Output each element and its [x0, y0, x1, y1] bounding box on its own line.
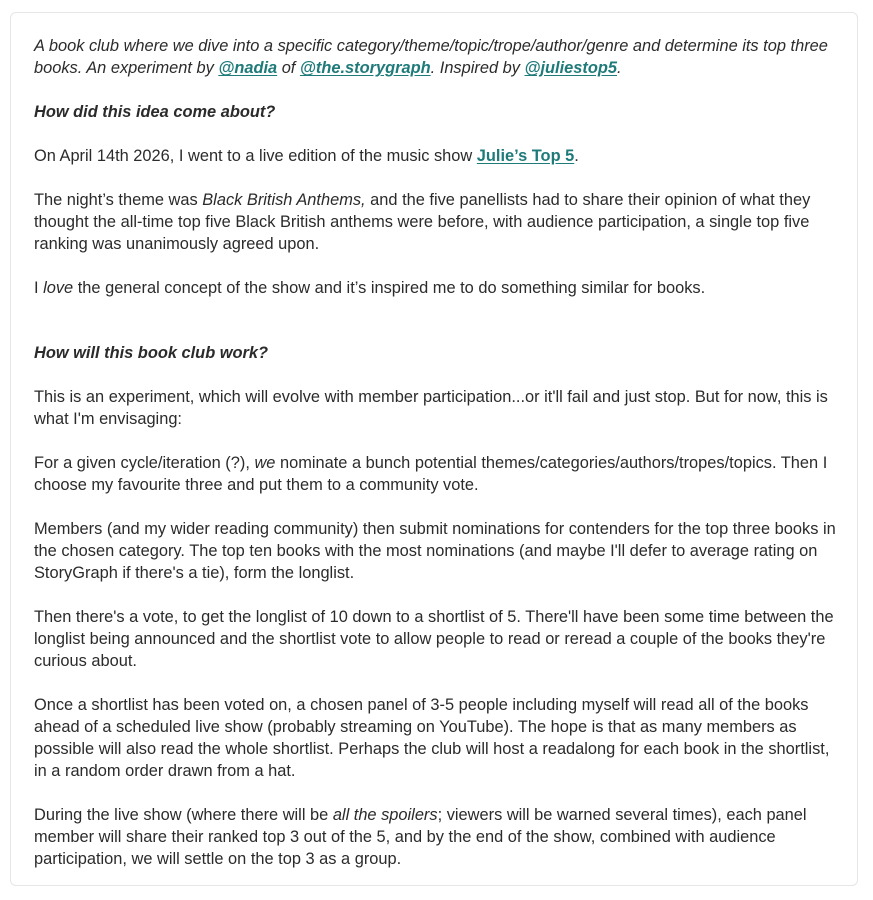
paragraph-text: During the live show (where there will be [34, 806, 333, 824]
live-show-paragraph [34, 804, 844, 870]
experiment-paragraph: This is an experiment, which will evolve with member participation...or it'll fail and just stop. But for now, this is what I'm envisaging: [34, 388, 828, 428]
panel-paragraph: Once a shortlist has been voted on, a chosen panel of 3-5 people including myself will read all of the books ahead of a scheduled live show (probably streaming on YouTube). The hope is that as many members as possible will also read the whole shortlist. Perhaps the club will host a readalong for each book in the shortlist, in a random order drawn from a hat. [34, 696, 830, 780]
paragraph-text: . [574, 147, 579, 165]
origin-paragraph [34, 145, 844, 167]
emphasis-text: all the spoilers [332, 806, 438, 824]
juliestop5-profile-link[interactable]: @juliestop5 [524, 59, 617, 77]
paragraph-text: and the five panellists had to share their opinion of what they thought the all-time top five Black British anthems were before, with audience participation, a single top five ranking was unanimously agreed upon. [34, 191, 811, 253]
emphasis-text: Black British Anthems, [202, 191, 366, 209]
shortlist-paragraph: Then there's a vote, to get the longlist of 10 down to a shortlist of 5. There'll have been some time between the longlist being announced and the shortlist vote to allow people to read or reread a couple of the books they're curious about. [34, 608, 834, 670]
nadia-profile-link[interactable]: @nadia [218, 59, 278, 77]
storygraph-profile-link[interactable]: @the.storygraph [299, 59, 431, 77]
paragraph-text: On April 14th 2026, I went to a live edition of the music show [34, 147, 477, 165]
theme-paragraph [34, 189, 844, 255]
emphasis-text: love [43, 279, 74, 297]
paragraph-text: For a given cycle/iteration (?), [34, 454, 255, 472]
nomination-paragraph [34, 452, 844, 496]
book-club-description-card [10, 12, 858, 886]
how-it-works-heading: How will this book club work? [34, 344, 269, 362]
paragraph-text: The night’s theme was [34, 191, 203, 209]
intro-text: A book club where we dive into a specific category/theme/topic/trope/author/genre and determine its top three books. An experiment by [34, 37, 828, 77]
intro-text: . [617, 59, 622, 77]
intro-text: . Inspired by [430, 59, 525, 77]
intro-paragraph [34, 35, 844, 79]
intro-text: of [277, 59, 300, 77]
idea-origin-heading: How did this idea come about? [34, 103, 276, 121]
description-content [34, 35, 844, 892]
paragraph-text: ; viewers will be warned several times), each panel member will share their ranked top 3 out of the 5, and by the end of the show, combined with audience participation, we will settle on the top 3 as a group. [34, 806, 807, 868]
section-spacer [34, 321, 844, 342]
emphasis-text: we [254, 454, 276, 472]
paragraph-text: I [34, 279, 44, 297]
paragraph-text: the general concept of the show and it’s inspired me to do something similar for books. [73, 279, 706, 297]
paragraph-text: nominate a bunch potential themes/categories/authors/tropes/topics. Then I choose my favourite three and put them to a community vote. [34, 454, 828, 494]
inspiration-paragraph [34, 277, 844, 299]
julies-top5-link[interactable]: Julie’s Top 5 [476, 147, 575, 165]
longlist-paragraph: Members (and my wider reading community) then submit nominations for contenders for the top three books in the chosen category. The top ten books with the most nominations (and maybe I'll defer to average rating on StoryGraph if there's a tie), form the longlist. [34, 520, 836, 582]
